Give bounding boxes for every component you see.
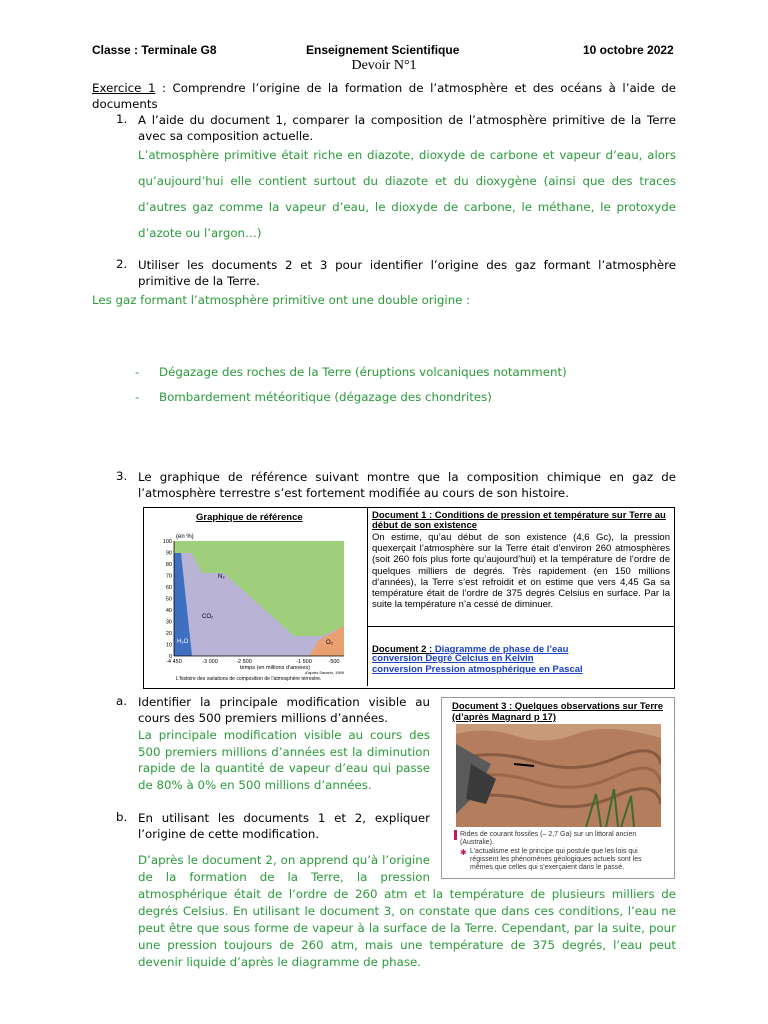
label-h2o: H₂O	[177, 639, 189, 645]
xtick: -2 500	[236, 659, 252, 665]
q2-bullet-dash-2: -	[135, 390, 140, 404]
qb-text: En utilisant les documents 1 et 2, expliquer l’origine de cette modification.	[138, 811, 430, 841]
q2-number: 2.	[116, 257, 128, 271]
ytick: 100	[162, 539, 172, 545]
q1-text: A l’aide du document 1, comparer la composition de l’atmosphère primitive de la Terre avec sa composition actuelle.	[138, 113, 676, 143]
caption-marker	[454, 830, 457, 840]
bullet-star-icon: ✱	[460, 848, 467, 857]
label-o2: O₂	[326, 640, 333, 646]
q2-bullet-1: Dégazage des roches de la Terre (éruptions volcaniques notamment)	[159, 365, 567, 379]
x-label: temps (en millions d’années)	[240, 665, 311, 671]
doc3-title: Document 3 : Quelques observations sur Terre (d’après Magnard p 17)	[452, 701, 663, 723]
fossil-ripples-photo	[456, 724, 661, 827]
document-1	[368, 508, 674, 627]
q1-number: 1.	[116, 112, 128, 126]
qa-answer: La principale modification visible au cours des 500 premiers millions d’années est la diminution rapide de la quantité de vapeur d’eau qui passe de 80% à 0% en 500 millions d’années.	[138, 728, 430, 792]
documents-table	[143, 507, 675, 689]
doc2-title: Document 2 :	[372, 644, 435, 655]
xtick: -1 500	[296, 659, 312, 665]
subject-label: Enseignement Scientifique	[306, 43, 460, 57]
celsius-kelvin-link[interactable]: conversion Degré Celcius en Kelvin	[372, 653, 534, 664]
doc1-title: Document 1 : Conditions de pression et température sur Terre au début de son existence	[372, 510, 666, 531]
q1-answer: L’atmosphère primitive était riche en diazote, dioxyde de carbone et vapeur d’eau, alors qu’aujourd’hui elle contient surtout du diazote et du dioxygène (ainsi que des traces d’autres gaz comme la vapeur d’eau, le dioxyde de carbone, le méthane, le protoxyde d’azote ou l’argon…)	[138, 148, 676, 240]
exercise-intro	[92, 80, 676, 112]
document-3	[441, 697, 675, 879]
q2-answer: Les gaz formant l’atmosphère primitive ont une double origine :	[92, 293, 471, 307]
label-n2: N₂	[218, 574, 225, 580]
pressure-pascal-link[interactable]: conversion Pression atmosphérique en Pascal	[372, 664, 583, 675]
xtick: -4 450	[166, 659, 182, 665]
graph-credit: d’après Sarazin, 1999	[305, 670, 344, 675]
exercise-intro-text: : Comprendre l’origine de la formation de l’atmosphère et des océans à l’aide de documents	[92, 81, 676, 111]
date-label: 10 octobre 2022	[583, 43, 674, 57]
graph-title: Graphique de référence	[196, 512, 303, 523]
doc3-caption-2: L’actualisme est le principe qui postule que les lois qui régissent les phénomènes géologiques actuels sont les mêmes que celles qui s’exerçaient dans le passé.	[470, 848, 642, 871]
q2-bullet-dash-1: -	[135, 365, 140, 379]
ytick: 80	[165, 562, 172, 568]
doc3-caption-1: Rides de courant fossiles (– 2,7 Ga) sur un littoral ancien (Australie).	[460, 831, 637, 846]
phase-diagram-link[interactable]: Diagramme de phase de l’eau	[434, 644, 569, 655]
q3-text: Le graphique de référence suivant montre que la composition chimique en gaz de l’atmosphère terrestre s’est fortement modifiée au cours de son histoire.	[138, 470, 676, 500]
ytick: 0	[168, 654, 172, 660]
qb-answer-text: D’après le document 2, on apprend qu’à l’origine de la formation de la Terre, la pression atmosphérique était de l’ordre de 260 atm et la température de plusieurs milliers de degrés Celsius. En utilisant le document 3, on constate que dans ces conditions, l’eau ne peut être que sous forme de vapeur à la surface de la Terre. Cependant, par la suite, pour une pression toujours de 260 atm, mais une température de 375 degrés, l’eau peut devenir liquide d’après le diagramme de phase.	[138, 853, 676, 969]
ytick: 50	[165, 596, 172, 603]
xtick: -500	[328, 659, 340, 665]
qa-text: Identifier la principale modification visible au cours des 500 premiers millions d’années.	[138, 695, 430, 725]
q3-number: 3.	[116, 469, 128, 483]
qa-number: a.	[116, 694, 127, 708]
ytick: 60	[165, 585, 172, 591]
ytick: 70	[165, 573, 172, 580]
document-2	[368, 627, 674, 687]
qb-number: b.	[116, 810, 128, 824]
reference-graph	[144, 508, 368, 686]
class-label: Classe : Terminale G8	[92, 43, 217, 57]
ytick: 20	[165, 631, 172, 637]
ytick: 90	[165, 550, 172, 557]
graph-caption: L’histoire des variations de composition de l’atmosphère terrestre.	[176, 676, 322, 682]
page-title: Devoir N°1	[351, 58, 417, 73]
ytick: 10	[165, 642, 172, 649]
graph-svg	[144, 526, 366, 686]
graph-unit: (en %)	[176, 534, 194, 540]
label-co2: CO₂	[202, 614, 214, 620]
ytick: 40	[165, 608, 172, 614]
q2-text: Utiliser les documents 2 et 3 pour identifier l’origine des gaz formant l’atmosphère primitive de la Terre.	[138, 258, 676, 288]
ytick: 30	[165, 619, 172, 626]
q2-bullet-2: Bombardement météoritique (dégazage des chondrites)	[159, 390, 492, 404]
exercise-label: Exercice 1	[92, 81, 156, 95]
doc1-body: On estime, qu’au début de son existence (4,6 Gc), la pression quexerçait l’atmosphère sur la Terre était d’environ 260 atmosphères (soit 260 fois plus forte qu’aujourd’hui) et la température de l’ordre de quelques milliers de degrés. Très rapidement (en 150 millions d’années), la Terre s’est refroidit et on estime que vers 4,45 Ga sa température était de l’ordre de 375 degrés Celsius en surface. Par la suite la température n’a cessé de diminuer.	[372, 532, 670, 611]
xtick: -3 000	[202, 659, 218, 665]
